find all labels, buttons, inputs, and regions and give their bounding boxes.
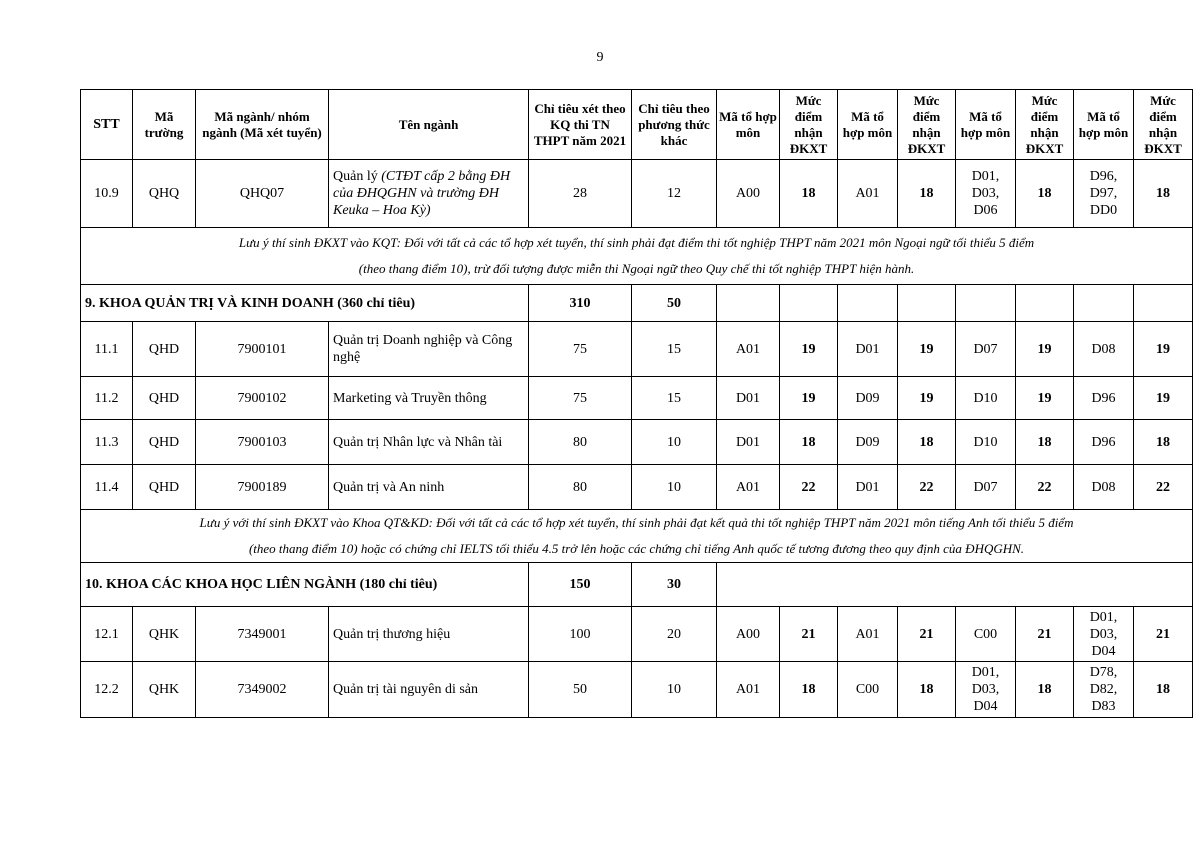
empty-cell [1016,285,1074,322]
cell-to-hop-3: D10 [956,377,1016,420]
cell-diem-2: 18 [898,420,956,465]
cell-chi-tieu-kq: 80 [529,420,632,465]
header-ma-to-hop: Mã tổ hợp môn [717,90,780,160]
cell-to-hop-4: D01, D03, D04 [1074,607,1134,662]
cell-stt: 12.2 [81,662,133,718]
cell-diem-1: 19 [780,377,838,420]
cell-ma-truong: QHD [133,465,196,510]
cell-to-hop-2: C00 [838,662,898,718]
header-muc-diem: Mức điểm nhận ĐKXT [1134,90,1193,160]
note-line: (theo thang điểm 10), trừ đối tượng được miễn thi Ngoại ngữ theo Quy chế thi tốt nghiệp THPT hiện hành. [358,261,915,276]
header-ma-nganh: Mã ngành/ nhóm ngành (Mã xét tuyển) [196,90,329,160]
section-title: 10. KHOA CÁC KHOA HỌC LIÊN NGÀNH (180 chỉ tiêu) [81,563,529,607]
cell-to-hop-2: A01 [838,607,898,662]
cell-to-hop-2: D01 [838,322,898,377]
cell-to-hop-1: A01 [717,322,780,377]
cell-ma-nganh: 7900189 [196,465,329,510]
cell-ten-nganh: Quản trị thương hiệu [329,607,529,662]
cell-chi-tieu-khac: 20 [632,607,717,662]
cell-diem-4: 19 [1134,377,1193,420]
section-title: 9. KHOA QUẢN TRỊ VÀ KINH DOANH (360 chỉ tiêu) [81,285,529,322]
cell-ma-truong: QHD [133,377,196,420]
cell-diem-1: 18 [780,662,838,718]
cell-to-hop-4: D96 [1074,377,1134,420]
cell-diem-1: 22 [780,465,838,510]
cell-diem-4: 22 [1134,465,1193,510]
cell-ma-truong: QHD [133,420,196,465]
cell-to-hop-4: D96, D97, DD0 [1074,160,1134,228]
empty-cell [780,285,838,322]
cell-ma-truong: QHQ [133,160,196,228]
cell-chi-tieu-khac: 10 [632,465,717,510]
cell-diem-4: 18 [1134,662,1193,718]
table-row [81,420,1193,465]
cell-to-hop-3: C00 [956,607,1016,662]
cell-stt: 10.9 [81,160,133,228]
cell-diem-1: 19 [780,322,838,377]
cell-to-hop-1: A01 [717,465,780,510]
header-muc-diem: Mức điểm nhận ĐKXT [780,90,838,160]
cell-ma-nganh: 7349002 [196,662,329,718]
note-line: Lưu ý với thí sinh ĐKXT vào Khoa QT&KD: Đối với tất cả các tổ hợp xét tuyển, thí sinh phải đạt kết quả thi tốt nghiệp THPT năm 2021 môn tiếng Anh tối thiểu 5 điểm [199,515,1074,530]
cell-chi-tieu-khac: 15 [632,377,717,420]
cell-ma-truong: QHD [133,322,196,377]
cell-to-hop-3: D10 [956,420,1016,465]
cell-diem-2: 21 [898,607,956,662]
cell-diem-4: 21 [1134,607,1193,662]
cell-diem-1: 21 [780,607,838,662]
note-kqt [81,228,1193,285]
cell-diem-2: 19 [898,322,956,377]
note-row-qtkd [81,510,1193,563]
empty-cell [717,285,780,322]
cell-chi-tieu-kq: 75 [529,377,632,420]
note-row-kqt [81,228,1193,285]
cell-to-hop-3: D07 [956,322,1016,377]
cell-diem-4: 18 [1134,160,1193,228]
cell-diem-3: 19 [1016,377,1074,420]
cell-to-hop-3: D07 [956,465,1016,510]
cell-chi-tieu-khac: 12 [632,160,717,228]
cell-diem-3: 19 [1016,322,1074,377]
ten-nganh-note: (CTĐT cấp 2 bằng ĐH của ĐHQGHN và trường ĐH Keuka – Hoa Kỳ) [333,169,511,218]
cell-chi-tieu-khac: 15 [632,322,717,377]
cell-to-hop-4: D78, D82, D83 [1074,662,1134,718]
table-row [81,160,1193,228]
cell-chi-tieu-kq: 28 [529,160,632,228]
empty-cell [717,563,1193,607]
cell-chi-tieu-kq: 100 [529,607,632,662]
cell-to-hop-3: D01, D03, D06 [956,160,1016,228]
table-row [81,377,1193,420]
cell-ten-nganh: Quản trị Doanh nghiệp và Công nghệ [329,322,529,377]
empty-cell [1134,285,1193,322]
header-muc-diem: Mức điểm nhận ĐKXT [1016,90,1074,160]
cell-chi-tieu-kq: 75 [529,322,632,377]
ten-nganh-text: Quản lý [333,169,378,184]
admission-table [80,89,1193,718]
note-line: Lưu ý thí sinh ĐKXT vào KQT: Đối với tất cả các tổ hợp xét tuyển, thí sinh phải đạt điểm thi tốt nghiệp THPT năm 2021 môn Ngoại ngữ tối thiểu 5 điểm [238,235,1035,250]
header-stt: STT [81,90,133,160]
header-row [81,90,1193,160]
cell-chi-tieu-khac: 10 [632,420,717,465]
cell-ma-nganh: QHQ07 [196,160,329,228]
header-ma-truong: Mã trường [133,90,196,160]
section-chi-tieu-kq: 150 [529,563,632,607]
cell-ten-nganh: Quản trị Nhân lực và Nhân tài [329,420,529,465]
header-ma-to-hop: Mã tổ hợp môn [1074,90,1134,160]
cell-ma-nganh: 7900101 [196,322,329,377]
section-row-10 [81,563,1193,607]
cell-diem-3: 18 [1016,160,1074,228]
table-row [81,465,1193,510]
header-chi-tieu-khac: Chỉ tiêu theo phương thức khác [632,90,717,160]
cell-to-hop-1: A00 [717,160,780,228]
page-number: 9 [596,50,604,65]
cell-diem-3: 18 [1016,420,1074,465]
note-line: (theo thang điểm 10) hoặc có chứng chỉ IELTS tối thiểu 4.5 trở lên hoặc các chứng chỉ tiếng Anh quốc tế tương đương theo quy định của ĐHQGHN. [248,541,1025,556]
cell-diem-1: 18 [780,420,838,465]
table-row [81,662,1193,718]
cell-to-hop-4: D08 [1074,465,1134,510]
empty-cell [956,285,1016,322]
header-chi-tieu-kq: Chỉ tiêu xét theo KQ thi TN THPT năm 2021 [529,90,632,160]
cell-diem-3: 21 [1016,607,1074,662]
cell-diem-4: 19 [1134,322,1193,377]
cell-stt: 12.1 [81,607,133,662]
cell-ma-nganh: 7349001 [196,607,329,662]
cell-stt: 11.4 [81,465,133,510]
header-ma-to-hop: Mã tổ hợp môn [956,90,1016,160]
cell-ten-nganh: Quản trị và An ninh [329,465,529,510]
header-ten-nganh: Tên ngành [329,90,529,160]
empty-cell [898,285,956,322]
cell-diem-2: 19 [898,377,956,420]
cell-to-hop-1: A00 [717,607,780,662]
cell-diem-4: 18 [1134,420,1193,465]
header-muc-diem: Mức điểm nhận ĐKXT [898,90,956,160]
empty-cell [1074,285,1134,322]
cell-diem-2: 18 [898,160,956,228]
cell-ma-nganh: 7900103 [196,420,329,465]
section-chi-tieu-khac: 30 [632,563,717,607]
cell-ten-nganh: Quản trị tài nguyên di sản [329,662,529,718]
cell-stt: 11.1 [81,322,133,377]
table-row [81,607,1193,662]
cell-diem-2: 18 [898,662,956,718]
cell-diem-2: 22 [898,465,956,510]
cell-to-hop-2: D01 [838,465,898,510]
cell-diem-1: 18 [780,160,838,228]
section-row-9 [81,285,1193,322]
cell-to-hop-3: D01, D03, D04 [956,662,1016,718]
table-row [81,322,1193,377]
cell-to-hop-1: A01 [717,662,780,718]
cell-to-hop-1: D01 [717,377,780,420]
empty-cell [838,285,898,322]
note-qtkd [81,510,1193,563]
cell-chi-tieu-khac: 10 [632,662,717,718]
cell-chi-tieu-kq: 80 [529,465,632,510]
cell-to-hop-4: D96 [1074,420,1134,465]
cell-to-hop-4: D08 [1074,322,1134,377]
cell-ma-truong: QHK [133,607,196,662]
cell-ten-nganh [329,160,529,228]
cell-to-hop-2: D09 [838,377,898,420]
cell-diem-3: 18 [1016,662,1074,718]
section-chi-tieu-kq: 310 [529,285,632,322]
cell-stt: 11.3 [81,420,133,465]
header-ma-to-hop: Mã tổ hợp môn [838,90,898,160]
cell-stt: 11.2 [81,377,133,420]
cell-to-hop-1: D01 [717,420,780,465]
cell-diem-3: 22 [1016,465,1074,510]
cell-ma-truong: QHK [133,662,196,718]
cell-chi-tieu-kq: 50 [529,662,632,718]
cell-to-hop-2: D09 [838,420,898,465]
cell-ten-nganh: Marketing và Truyền thông [329,377,529,420]
section-chi-tieu-khac: 50 [632,285,717,322]
cell-ma-nganh: 7900102 [196,377,329,420]
cell-to-hop-2: A01 [838,160,898,228]
